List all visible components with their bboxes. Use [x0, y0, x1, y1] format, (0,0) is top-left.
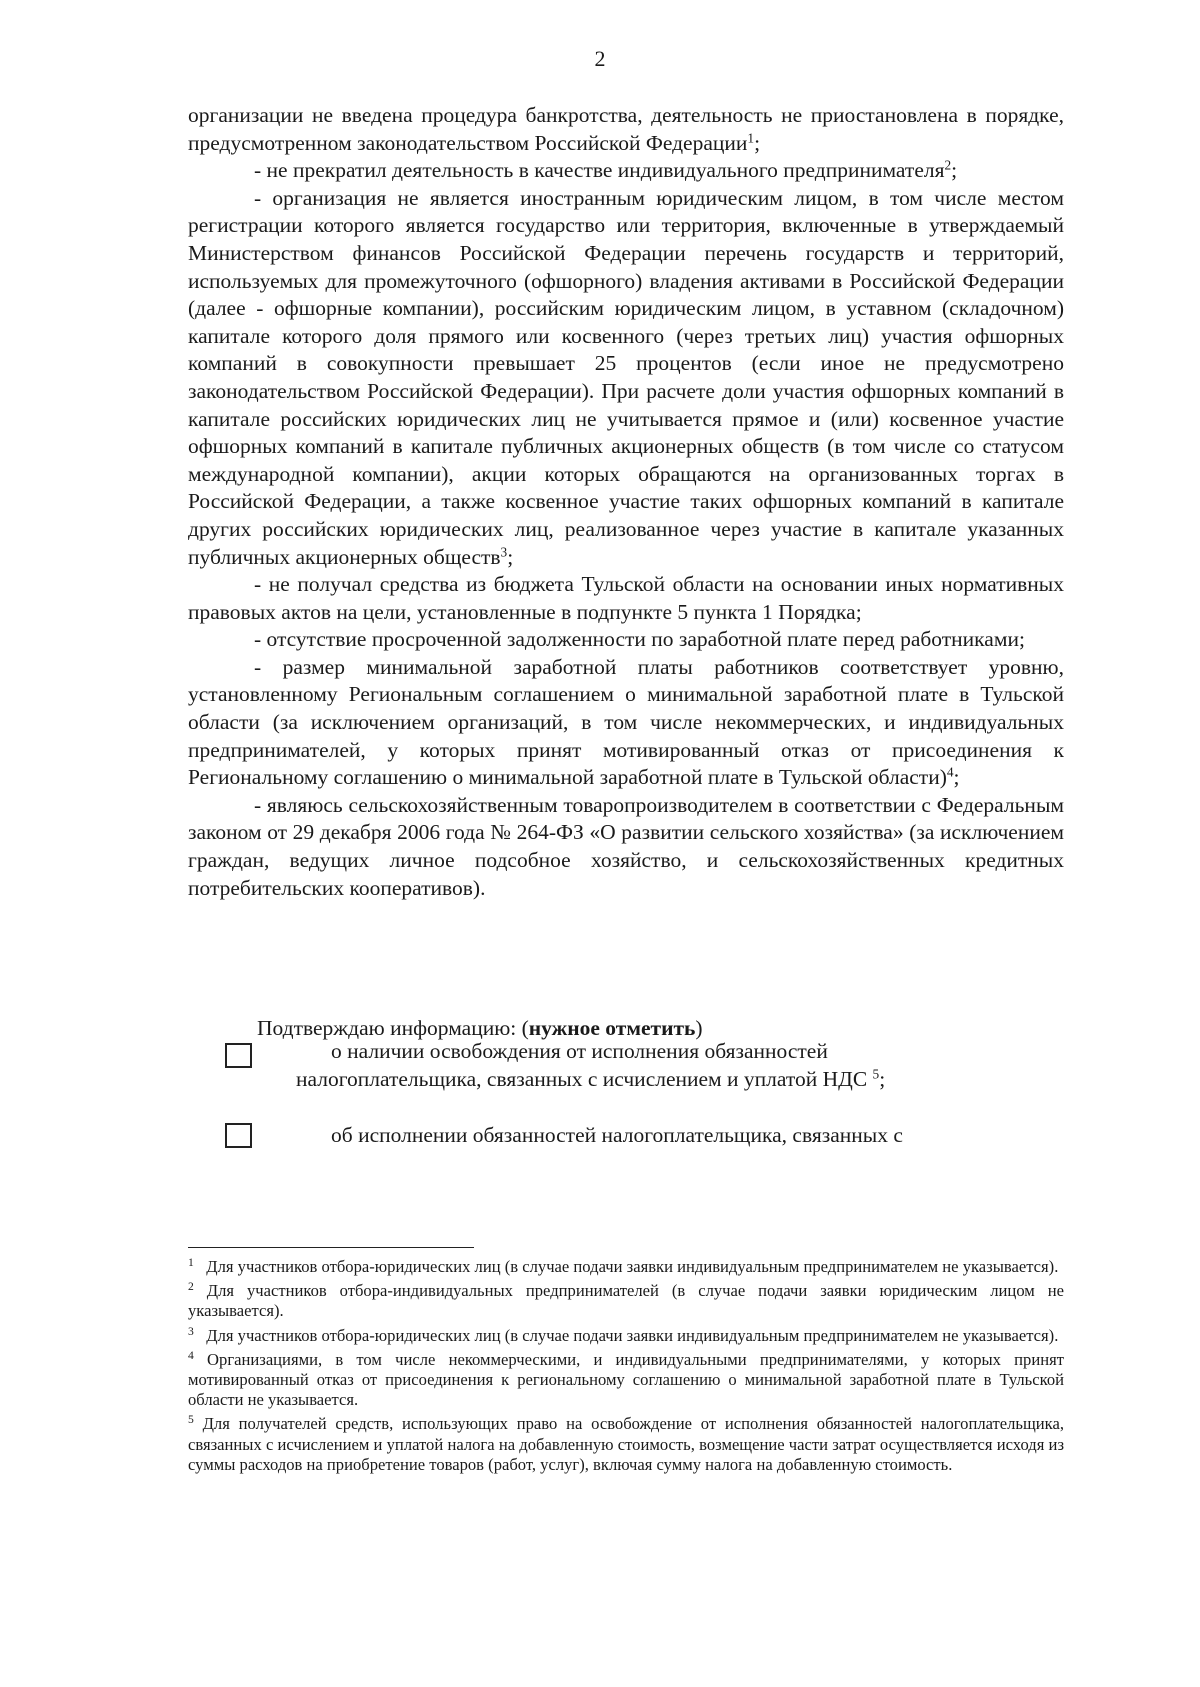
confirm-heading: Подтверждаю информацию: (нужное отметить)	[257, 1016, 703, 1040]
paragraph-1: организации не введена процедура банкротства, деятельность не приостановлена в порядке, предусмотренном законодательством Российской Федерации$^1$;	[188, 103, 1064, 155]
page-number: 2	[594, 46, 606, 71]
footnote-ref-4: 4	[946, 764, 954, 780]
footnote-separator	[188, 1247, 474, 1248]
paragraph-2: - не прекратил деятельность в качестве индивидуального предпринимателя$^2$;	[254, 157, 958, 183]
vat-exemption-option-line1: о наличии освобождения от исполнения обязанностей	[331, 1039, 828, 1063]
paragraph-7: - являюсь сельскохозяйственным товаропроизводителем в соответствии с Федеральным законом от 29 декабря 2006 года № 264-ФЗ «О развитии сельского хозяйства» (за исключением граждан, ведущих личное подсобное хозяйство, и сельскохозяйственных кредитных потребительских кооперативов).	[188, 792, 1064, 900]
footnote-1: $^1$ Для участников отбора-юридических лиц (в случае подачи заявки индивидуальным предпринимателем не указывается).	[188, 1256, 1059, 1276]
footnotes	[188, 1257, 1064, 1479]
footnote-4: $^4$ Организациями, в том числе некоммерческими, и индивидуальными предпринимателями, у которых принят мотивированный отказ от присоединения к региональному соглашению о минимальной заработной плате в Тульской области не указывается.	[188, 1349, 1064, 1410]
footnote-ref-1: 1	[747, 130, 755, 146]
main-text	[188, 102, 1064, 902]
footnote-3: $^3$ Для участников отбора-юридических лиц (в случае подачи заявки индивидуальным предпринимателем не указывается).	[188, 1324, 1059, 1345]
footnote-ref-5: 5	[872, 1066, 880, 1082]
footnote-ref-3: 3	[500, 544, 508, 560]
confirm-instruction: нужное отметить	[528, 1016, 696, 1040]
paragraph-3: - организация не является иностранным юридическим лицом, в том числе местом регистрации которого является государство или территория, включенные в утверждаемый Министерством финансов Российской Федерации перечень государств и территорий, используемых для промежуточного (офшорного) владения активами в Российской Федерации (далее - офшорные компании), российским юридическим лицом, в уставном (складочном) капитале которого доля прямого или косвенного (через третьих лиц) участия офшорных компаний в совокупности превышает 25 процентов (если иное не предусмотрено законодательством Российской Федерации). При расчете доли участия офшорных компаний в капитале российских юридических лиц не учитывается прямое и (или) косвенное участие офшорных компаний в капитале публичных акционерных обществ (в том числе со статусом международной компании), акции которых обращаются на организованных торгах в Российской Федерации, а также косвенное участие таких офшорных компаний в капитале других российских юридических лиц, реализованное через участие в капитале указанных публичных акционерных обществ$^3$;	[188, 185, 1064, 569]
footnote-2: $^2$ Для участников отбора-индивидуальных предпринимателей (в случае подачи заявки юридическим лицом не указывается).	[188, 1280, 1065, 1321]
paragraph-5: - отсутствие просроченной задолженности по заработной плате перед работниками;	[254, 627, 1025, 652]
vat-exemption-checkbox[interactable]	[225, 1043, 252, 1068]
paragraph-4: - не получал средства из бюджета Тульской области на основании иных нормативных правовых актов на цели, установленные в подпункте 5 пункта 1 Порядка;	[188, 572, 1064, 624]
vat-obligation-option-line1: об исполнении обязанностей налогоплательщика, связанных с	[331, 1123, 903, 1147]
paragraph-6: - размер минимальной заработной платы работников соответствует уровню, установленному Региональным соглашением о минимальной заработной плате в Тульской области (за исключением организаций, в том числе некоммерческих, и индивидуальных предпринимателей, у которых принят мотивированный отказ от присоединения к Региональному соглашению о минимальной заработной плате в Тульской области)$^4$;	[188, 654, 1064, 790]
footnote-ref-2: 2	[944, 157, 952, 173]
footnote-5: $^5$ Для получателей средств, использующих право на освобождение от исполнения обязанностей налогоплательщика, связанных с исчислением и уплатой налога на добавленную стоимость, возмещение части затрат осуществляется исходя из суммы расходов на приобретение товаров (работ, услуг), включая сумму налога на добавленную стоимость.	[188, 1413, 1064, 1474]
vat-obligation-checkbox[interactable]	[225, 1123, 252, 1148]
vat-exemption-option-line2: налогоплательщика, связанных с исчислением и уплатой НДС $^5$;	[296, 1066, 886, 1091]
